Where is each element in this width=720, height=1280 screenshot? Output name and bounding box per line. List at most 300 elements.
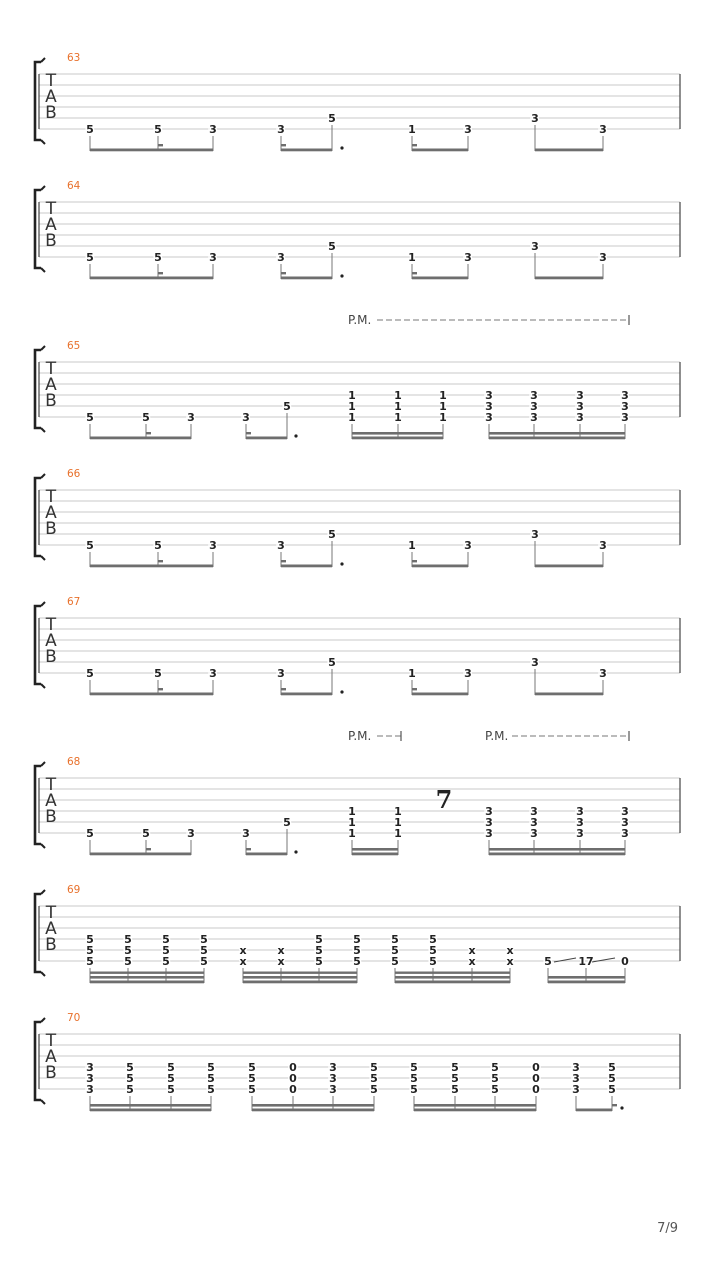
fret-number: 5 — [608, 1083, 616, 1096]
bracket-hook — [41, 1018, 45, 1022]
fret-number: 17 — [578, 955, 594, 968]
tab-note — [86, 251, 94, 279]
beam-stub — [281, 688, 286, 690]
beam — [395, 981, 510, 984]
tab-note — [328, 112, 336, 151]
fret-number: 3 — [531, 112, 539, 125]
fret-number: 3 — [277, 667, 285, 680]
tab-note — [572, 1061, 580, 1111]
tab-note — [531, 528, 539, 567]
fret-number: 3 — [599, 123, 607, 136]
fret-number: 5 — [429, 933, 437, 946]
fret-number: 5 — [328, 656, 336, 669]
fret-number: 1 — [394, 389, 402, 402]
fret-number: 5 — [124, 944, 132, 957]
fret-number: 3 — [464, 251, 472, 264]
tab-note — [621, 805, 629, 855]
tab-note — [289, 1061, 297, 1111]
fret-number: 5 — [283, 400, 291, 413]
beam — [414, 1109, 536, 1112]
tab-clef-letter: T — [45, 359, 57, 379]
fret-number: 5 — [315, 955, 323, 968]
tab-clef-letter: B — [45, 391, 57, 411]
tab-clef-letter: A — [45, 1047, 57, 1067]
beam-stub — [158, 272, 163, 274]
beam — [535, 565, 603, 568]
tab-note — [86, 933, 94, 983]
tab-note — [408, 251, 416, 279]
fret-number: 5 — [370, 1072, 378, 1085]
beam — [252, 1109, 374, 1112]
fret-number: 5 — [391, 955, 399, 968]
tab-note — [86, 827, 94, 855]
fret-number: 5 — [353, 933, 361, 946]
fret-number: 5 — [410, 1072, 418, 1085]
fret-number: 3 — [86, 1072, 94, 1085]
fret-number: 1 — [408, 251, 416, 264]
tab-note — [370, 1061, 378, 1111]
tab-note — [599, 123, 607, 151]
fret-number: 3 — [572, 1072, 580, 1085]
fret-number: 5 — [207, 1061, 215, 1074]
tab-note — [315, 933, 323, 983]
tab-clef-letter: T — [45, 71, 57, 91]
fret-number: 1 — [439, 389, 447, 402]
beam — [535, 693, 603, 696]
dotted-note-dot — [340, 146, 343, 149]
fret-number: 3 — [599, 251, 607, 264]
beam-stub — [246, 848, 251, 850]
fret-number: 5 — [154, 123, 162, 136]
fret-number: 3 — [530, 816, 538, 829]
fret-number: 3 — [485, 827, 493, 840]
fret-number: 3 — [599, 667, 607, 680]
tab-note — [242, 411, 250, 439]
fret-number: 3 — [599, 539, 607, 552]
fret-number: 3 — [464, 667, 472, 680]
fret-number: 5 — [207, 1083, 215, 1096]
tab-note — [531, 240, 539, 279]
tab-clef-letter: A — [45, 919, 57, 939]
measure-number: 69 — [67, 884, 81, 896]
fret-number: 1 — [394, 827, 402, 840]
beam — [90, 149, 213, 152]
beam — [576, 1109, 612, 1112]
beam — [281, 149, 332, 152]
tab-note — [142, 411, 150, 439]
fret-number: 5 — [353, 944, 361, 957]
fret-number: 3 — [485, 805, 493, 818]
tab-note — [86, 667, 94, 695]
tab-note — [162, 933, 170, 983]
tab-note — [86, 539, 94, 567]
fret-number: 1 — [394, 805, 402, 818]
tab-note — [142, 827, 150, 855]
fret-number: 1 — [394, 816, 402, 829]
dotted-note-dot — [620, 1106, 623, 1109]
tab-note — [209, 123, 217, 151]
fret-number: 5 — [328, 528, 336, 541]
fret-number: 5 — [86, 539, 94, 552]
bracket-hook — [41, 428, 45, 432]
tab-note — [576, 389, 584, 439]
tab-note — [394, 805, 402, 855]
fret-number: 3 — [329, 1061, 337, 1074]
fret-number: 1 — [348, 389, 356, 402]
tab-clef-letter: B — [45, 1063, 57, 1083]
fret-number: 5 — [142, 411, 150, 424]
beam — [90, 277, 213, 280]
beam-stub — [246, 432, 251, 434]
tab-note — [464, 123, 472, 151]
fret-number: 3 — [530, 827, 538, 840]
fret-number: 5 — [328, 240, 336, 253]
fret-number: 1 — [348, 827, 356, 840]
tab-note — [353, 933, 361, 983]
tab-note — [86, 411, 94, 439]
fret-number: 0 — [621, 955, 629, 968]
beam-secondary — [90, 976, 204, 979]
beam — [90, 437, 191, 440]
beam — [352, 437, 443, 440]
beam — [90, 565, 213, 568]
tab-note — [464, 251, 472, 279]
fret-number: 5 — [451, 1061, 459, 1074]
fret-number: 3 — [576, 389, 584, 402]
tab-clef-letter: T — [45, 199, 57, 219]
fret-number: 5 — [124, 955, 132, 968]
tab-note — [283, 400, 291, 439]
fret-number: 5 — [162, 955, 170, 968]
fret-number: 5 — [200, 955, 208, 968]
fret-number: 5 — [429, 944, 437, 957]
beam — [412, 149, 468, 152]
measure-number: 70 — [67, 1012, 81, 1024]
measure-number: 64 — [67, 180, 81, 192]
fret-number: 3 — [621, 411, 629, 424]
beam-stub — [281, 560, 286, 562]
palm-mute-label: P.M. — [485, 729, 509, 743]
fret-number: 3 — [530, 805, 538, 818]
beam — [90, 853, 191, 856]
dotted-note-dot — [340, 274, 343, 277]
tab-note — [464, 667, 472, 695]
beam-tertiary — [395, 972, 510, 974]
beam-stub — [158, 688, 163, 690]
fret-number: 5 — [167, 1083, 175, 1096]
fret-number: 3 — [277, 123, 285, 136]
tab-note — [485, 805, 493, 855]
tab-system-64 — [35, 180, 680, 279]
fret-number: 5 — [162, 944, 170, 957]
fret-number: 5 — [315, 944, 323, 957]
bracket-hook — [41, 762, 45, 766]
fret-number: 5 — [370, 1061, 378, 1074]
fret-number: 3 — [209, 667, 217, 680]
tab-note — [429, 933, 437, 983]
beam — [90, 693, 213, 696]
tab-note — [154, 123, 162, 151]
beam — [412, 277, 468, 280]
tab-note — [207, 1061, 215, 1111]
fret-number: 3 — [209, 123, 217, 136]
dotted-note-dot — [294, 850, 297, 853]
tab-note — [408, 123, 416, 151]
tab-note — [86, 123, 94, 151]
tab-note — [348, 805, 356, 855]
fret-number: 5 — [126, 1061, 134, 1074]
tab-note — [328, 656, 336, 695]
palm-mute-label: P.M. — [348, 313, 372, 327]
fret-number: 3 — [86, 1083, 94, 1096]
beam — [548, 981, 625, 984]
fret-number: 5 — [248, 1072, 256, 1085]
beam-secondary — [243, 976, 357, 979]
fret-number: 5 — [410, 1083, 418, 1096]
beam-stub — [158, 144, 163, 146]
beam — [352, 853, 398, 856]
tab-note — [283, 816, 291, 855]
beam-secondary — [352, 848, 398, 851]
tab-clef-letter: A — [45, 215, 57, 235]
tab-note — [485, 389, 493, 439]
fret-number: 1 — [408, 123, 416, 136]
dotted-note-dot — [294, 434, 297, 437]
fret-number: 5 — [86, 955, 94, 968]
tab-clef-letter: B — [45, 103, 57, 123]
tab-note — [154, 539, 162, 567]
beam-stub — [612, 1104, 617, 1106]
tab-note — [187, 827, 195, 855]
beam-stub — [412, 144, 417, 146]
tab-clef-letter: A — [45, 375, 57, 395]
fret-number: 3 — [576, 805, 584, 818]
beam-stub — [412, 560, 417, 562]
beam-secondary — [548, 976, 625, 979]
bracket-hook — [41, 556, 45, 560]
fret-number: 5 — [86, 123, 94, 136]
tab-note — [126, 1061, 134, 1111]
tab-note — [621, 389, 629, 439]
fret-number: 5 — [124, 933, 132, 946]
fret-number: 5 — [491, 1072, 499, 1085]
beam — [281, 277, 332, 280]
fret-number: 5 — [154, 251, 162, 264]
tab-note — [248, 1061, 256, 1111]
tab-note — [599, 251, 607, 279]
beam — [90, 1109, 211, 1112]
tab-note — [242, 827, 250, 855]
dotted-note-dot — [340, 562, 343, 565]
bracket-hook — [41, 972, 45, 976]
beam-secondary — [90, 1104, 211, 1107]
fret-number: 3 — [530, 400, 538, 413]
beam-secondary — [252, 1104, 374, 1107]
tab-note — [451, 1061, 459, 1111]
tab-note — [491, 1061, 499, 1111]
beam-secondary — [352, 432, 443, 435]
tab-note — [530, 805, 538, 855]
beam-stub — [146, 432, 151, 434]
fret-number: 5 — [86, 411, 94, 424]
fret-number: 3 — [572, 1061, 580, 1074]
tab-note — [621, 955, 629, 983]
bracket-hook — [41, 602, 45, 606]
measure-number: 66 — [67, 468, 81, 480]
bracket-hook — [41, 58, 45, 62]
fret-number: 5 — [608, 1072, 616, 1085]
tab-note — [576, 805, 584, 855]
fret-number: 3 — [530, 389, 538, 402]
fret-number: 3 — [209, 539, 217, 552]
fret-number: 3 — [485, 816, 493, 829]
tab-note — [608, 1061, 616, 1111]
tab-system-66 — [35, 468, 680, 567]
fret-number: 3 — [485, 389, 493, 402]
fret-number: x — [506, 955, 514, 968]
bracket-hook — [41, 684, 45, 688]
fret-number: 5 — [491, 1083, 499, 1096]
measure-number: 68 — [67, 756, 81, 768]
eighth-rest: 7 — [435, 785, 453, 814]
fret-number: 5 — [142, 827, 150, 840]
tab-note — [167, 1061, 175, 1111]
tab-note — [154, 251, 162, 279]
beam-secondary — [414, 1104, 536, 1107]
tab-clef-letter: T — [45, 615, 57, 635]
measure-number: 63 — [67, 52, 81, 64]
tab-note — [410, 1061, 418, 1111]
tab-note — [394, 389, 402, 439]
tab-note — [209, 251, 217, 279]
measure-number: 65 — [67, 340, 81, 352]
fret-number: 5 — [410, 1061, 418, 1074]
fret-number: 5 — [391, 933, 399, 946]
fret-number: 5 — [328, 112, 336, 125]
page-number: 7/9 — [657, 1221, 678, 1236]
beam-secondary — [489, 848, 625, 851]
bracket-hook — [41, 346, 45, 350]
beam — [489, 853, 625, 856]
bracket-hook — [41, 474, 45, 478]
bracket-hook — [41, 140, 45, 144]
fret-number: 1 — [348, 816, 356, 829]
fret-number: 5 — [86, 667, 94, 680]
tab-note — [531, 112, 539, 151]
tab-note — [464, 539, 472, 567]
palm-mute-label: P.M. — [348, 729, 372, 743]
fret-number: x — [239, 955, 247, 968]
tab-note — [124, 933, 132, 983]
tab-clef-letter: B — [45, 519, 57, 539]
fret-number: 5 — [544, 955, 552, 968]
fret-number: 5 — [126, 1083, 134, 1096]
tab-system-65 — [35, 313, 680, 439]
fret-number: 3 — [621, 400, 629, 413]
fret-number: 0 — [532, 1061, 540, 1074]
tab-clef-letter: B — [45, 231, 57, 251]
tab-clef-letter: T — [45, 487, 57, 507]
tab-note — [277, 251, 285, 279]
fret-number: 3 — [621, 827, 629, 840]
tab-note — [391, 933, 399, 983]
tab-note — [86, 1061, 94, 1111]
tab-note — [530, 389, 538, 439]
fret-number: 0 — [289, 1072, 297, 1085]
beam — [243, 981, 357, 984]
tab-system-69 — [35, 884, 680, 983]
tab-note — [328, 528, 336, 567]
tab-clef-letter: A — [45, 87, 57, 107]
fret-number: 0 — [532, 1083, 540, 1096]
fret-number: 5 — [451, 1072, 459, 1085]
tab-system-68 — [35, 729, 680, 855]
beam — [412, 565, 468, 568]
bracket-hook — [41, 186, 45, 190]
fret-number: 3 — [576, 827, 584, 840]
bracket-hook — [41, 844, 45, 848]
tab-clef-letter: A — [45, 791, 57, 811]
fret-number: 5 — [200, 933, 208, 946]
fret-number: 3 — [530, 411, 538, 424]
tab-system-63 — [35, 52, 680, 151]
tab-clef-letter: T — [45, 1031, 57, 1051]
fret-number: 5 — [200, 944, 208, 957]
tab-note — [277, 123, 285, 151]
fret-number: 3 — [464, 539, 472, 552]
fret-number: 5 — [391, 944, 399, 957]
tab-note — [200, 933, 208, 983]
measure-number: 67 — [67, 596, 81, 608]
fret-number: 5 — [126, 1072, 134, 1085]
fret-number: 0 — [532, 1072, 540, 1085]
beam — [246, 853, 287, 856]
fret-number: 3 — [531, 240, 539, 253]
fret-number: 5 — [86, 251, 94, 264]
beam-stub — [412, 688, 417, 690]
fret-number: 5 — [248, 1061, 256, 1074]
beam — [281, 565, 332, 568]
beam-tertiary — [243, 972, 357, 974]
fret-number: 1 — [348, 400, 356, 413]
fret-number: x — [277, 955, 285, 968]
fret-number: 5 — [248, 1083, 256, 1096]
fret-number: 3 — [621, 816, 629, 829]
fret-number: 3 — [277, 251, 285, 264]
beam-secondary — [395, 976, 510, 979]
fret-number: 3 — [576, 411, 584, 424]
tab-note — [532, 1061, 540, 1111]
beam-stub — [146, 848, 151, 850]
tab-note — [599, 539, 607, 567]
fret-number: 5 — [491, 1061, 499, 1074]
beam — [489, 437, 625, 440]
tab-note — [329, 1061, 337, 1111]
fret-number: 5 — [86, 944, 94, 957]
fret-number: 3 — [576, 400, 584, 413]
tab-clef-letter: B — [45, 807, 57, 827]
fret-number: 1 — [394, 400, 402, 413]
tab-note — [408, 667, 416, 695]
fret-number: 3 — [531, 528, 539, 541]
fret-number: 5 — [353, 955, 361, 968]
tab-system-67 — [35, 596, 680, 695]
beam-stub — [412, 272, 417, 274]
bracket-hook — [41, 1100, 45, 1104]
tab-note — [348, 389, 356, 439]
fret-number: 3 — [187, 827, 195, 840]
fret-number: 1 — [348, 805, 356, 818]
